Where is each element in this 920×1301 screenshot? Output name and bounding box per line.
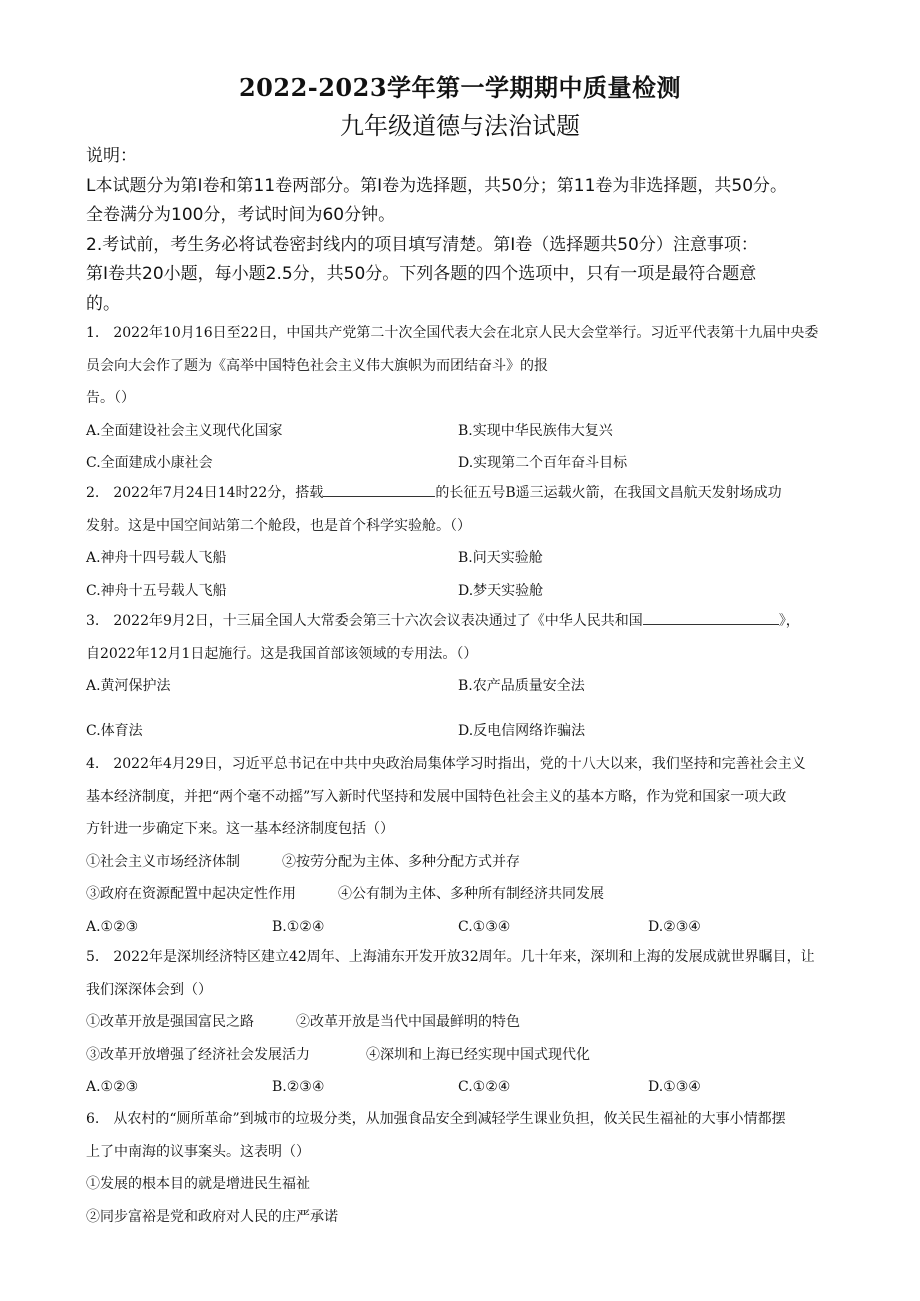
option-c[interactable]: C.全面建成小康社会	[86, 455, 213, 471]
question-text: 方针进一步确定下来。这一基本经济制度包括（）	[86, 821, 394, 837]
options	[86, 715, 842, 748]
statement-line: ①改革开放是强国富民之路 ②改革开放是当代中国最鲜明的特色	[86, 1014, 520, 1030]
question-6	[86, 1103, 842, 1233]
statement-line: ③政府在资源配置中起决定性作用 ④公有制为主体、多种所有制经济共同发展	[86, 886, 604, 902]
option-d[interactable]: D.反电信网络诈骗法	[458, 722, 586, 739]
question-text: 自2022年12月1日起施行。这是我国首部该领域的专用法。（）	[86, 645, 478, 662]
option-a[interactable]: A.①②③	[86, 918, 139, 935]
option-c[interactable]: C.①③④	[458, 918, 511, 935]
instructions	[86, 142, 846, 319]
option-d[interactable]: D.②③④	[648, 918, 701, 935]
instruction-line: 的。	[86, 293, 120, 314]
instruction-line: 2.考试前，考生务必将试卷密封线内的项目填写清楚。第I卷（选择题共50分）注意事项：	[86, 234, 758, 255]
question-text: 我们深深体会到（）	[86, 981, 212, 998]
options	[86, 1071, 842, 1104]
question-text-part: 3. 2022年9月2日，十三届全国人大常委会第三十六次会议表决通过了《中华人民共和国	[86, 613, 643, 629]
option-d[interactable]: D.实现第二个百年奋斗目标	[458, 455, 628, 471]
option-b[interactable]: B.问天实验舱	[458, 550, 543, 566]
question-text	[86, 605, 842, 638]
instructions-heading: 说明：	[86, 146, 137, 166]
option-a[interactable]: A.①②③	[86, 1079, 139, 1095]
question-5	[86, 941, 842, 1104]
option-a[interactable]: A.黄河保护法	[86, 678, 171, 694]
question-4	[86, 748, 842, 943]
question-text-part: 》，	[778, 613, 800, 629]
fill-blank	[323, 482, 435, 497]
option-d[interactable]: D.梦天实验舱	[458, 582, 544, 599]
question-3	[86, 605, 842, 747]
statement-line: ②同步富裕是党和政府对人民的庄严承诺	[86, 1208, 338, 1225]
statement-line: ①社会主义市场经济体制 ②按劳分配为主体、多种分配方式并存	[86, 853, 520, 870]
question-text: 6. 从农村的“厕所革命”到城市的垃圾分类，从加强食品安全到减轻学生课业负担，攸关民生福祉的大事小情都摆	[86, 1111, 786, 1127]
question-text: 告。（）	[86, 390, 135, 406]
question-text: 发射。这是中国空间站第二个舱段，也是首个科学实验舱。（）	[86, 517, 471, 534]
question-1	[86, 317, 842, 480]
question-text: 4. 2022年4月29日，习近平总书记在中共中央政治局集体学习时指出，党的十八大以来，我们坚持和完善社会主义	[86, 756, 806, 772]
option-b[interactable]: B.①②④	[272, 918, 325, 935]
option-b[interactable]: B.②③④	[272, 1079, 325, 1095]
question-2	[86, 477, 842, 607]
options	[86, 542, 842, 607]
fill-blank	[643, 610, 779, 625]
options	[86, 415, 842, 480]
option-d[interactable]: D.①③④	[648, 1079, 701, 1095]
option-a[interactable]: A.神舟十四号载人飞船	[86, 550, 227, 566]
option-c[interactable]: C.神舟十五号载人飞船	[86, 582, 227, 599]
statement-line: ①发展的根本目的就是增进民生福祉	[86, 1176, 310, 1192]
question-text: 1. 2022年10月16日至22日，中国共产党第二十次全国代表大会在北京人民大会堂举行。习近平代表第十九届中央委	[86, 325, 819, 341]
instruction-line: 全卷满分为100分，考试时间为60分钟。	[86, 205, 396, 225]
question-text: 5. 2022年是深圳经济特区建立42周年、上海浦东开发开放32周年。几十年来，深圳和上海的发展成就世界瞩目，让	[86, 949, 815, 965]
question-text-part: 2. 2022年7月24日14时22分，搭载	[86, 485, 324, 501]
question-text-part: 的长征五号B遥三运载火箭，在我国文昌航天发射场成功	[435, 485, 782, 501]
instruction-line: L本试题分为第I卷和第11卷两部分。第I卷为选择题，共50分；第11卷为非选择题，共50分。	[86, 175, 788, 196]
question-text: 上了中南海的议事案头。这表明（）	[86, 1143, 310, 1160]
statement-line: ③改革开放增强了经济社会发展活力 ④深圳和上海已经实现中国式现代化	[86, 1046, 590, 1063]
option-c[interactable]: C.体育法	[86, 722, 143, 739]
exam-subtitle: 九年级道德与法治试题	[340, 112, 580, 140]
question-text: 员会向大会作了题为《高举中国特色社会主义伟大旗帜为而团结奋斗》的报	[86, 357, 548, 374]
option-b[interactable]: B.农产品质量安全法	[458, 678, 585, 694]
option-b[interactable]: B.实现中华民族伟大复兴	[458, 422, 613, 439]
option-c[interactable]: C.①②④	[458, 1079, 511, 1095]
options	[86, 911, 842, 944]
option-a[interactable]: A.全面建设社会主义现代化国家	[86, 422, 283, 439]
options	[86, 670, 842, 703]
exam-title: 2022-2023学年第一学期期中质量检测	[238, 73, 682, 102]
question-text	[86, 477, 842, 510]
question-text: 基本经济制度，并把“两个毫不动摇”写入新时代坚持和发展中国特色社会主义的基本方略，作为党和国家一项大政	[86, 788, 787, 805]
instruction-line: 第I卷共20小题，每小题2.5分，共50分。下列各题的四个选项中，只有一项是最符合题意	[86, 264, 757, 284]
